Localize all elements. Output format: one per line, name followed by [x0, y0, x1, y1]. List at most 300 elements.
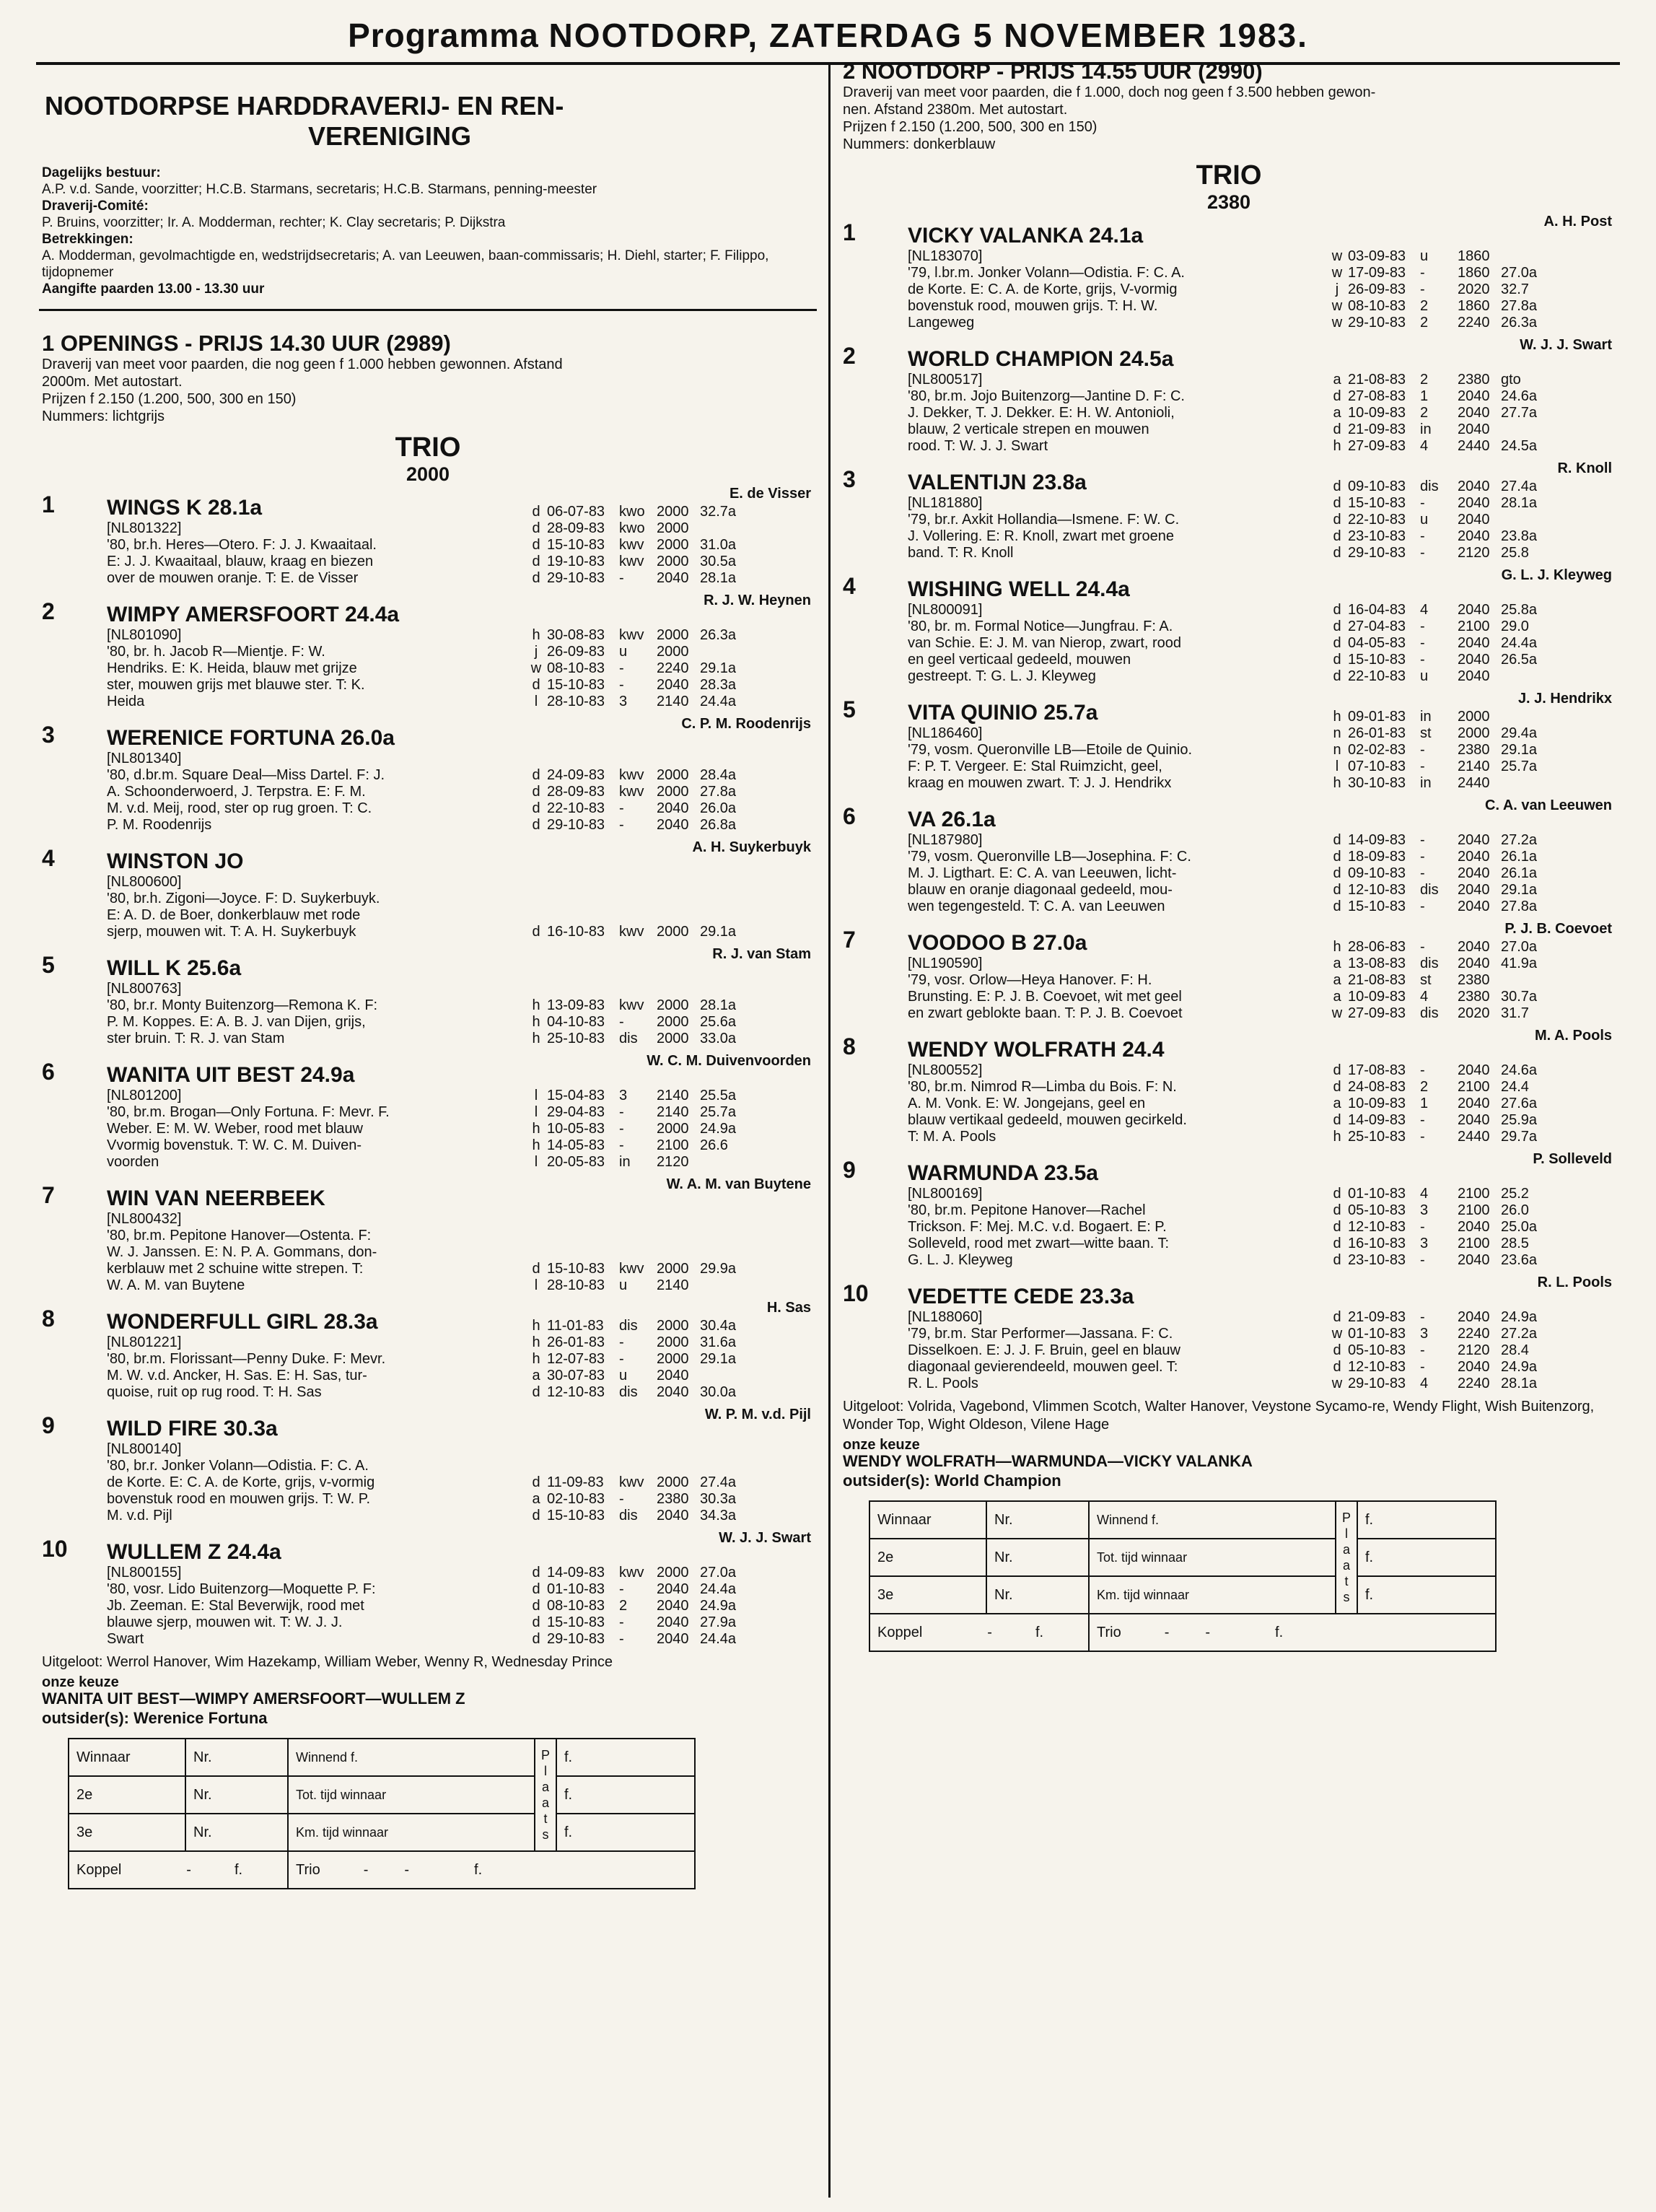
placing: -: [1420, 742, 1425, 758]
horse-info: [908, 1275, 1326, 1392]
km-time: 28.4a: [700, 767, 737, 783]
race-date: 12-10-83: [1348, 1219, 1406, 1235]
km-time: 26.3a: [700, 627, 737, 643]
placing: dis: [619, 1318, 638, 1334]
race-date: 14-05-83: [547, 1137, 605, 1153]
track-code: h: [532, 997, 540, 1013]
horse-number: 5: [843, 696, 856, 722]
race-date: 29-10-83: [547, 1631, 605, 1647]
race-title: 1 OPENINGS - PRIJS 14.30 UUR (2989): [42, 331, 451, 356]
race-date: 15-10-83: [547, 1614, 605, 1630]
past-results: [525, 1088, 814, 1171]
horse-entry: [42, 486, 814, 587]
race-date: 24-09-83: [547, 767, 605, 783]
result-row: [1326, 265, 1615, 281]
km-time: 27.8a: [700, 784, 737, 800]
koppel-label: Koppel: [76, 1861, 122, 1878]
race-date: 25-10-83: [547, 1031, 605, 1046]
position-cell: 2e: [69, 1776, 185, 1814]
placing: -: [619, 1351, 624, 1367]
placing: u: [619, 644, 628, 660]
horse-entry: [843, 797, 1615, 915]
km-time: 29.1a: [700, 924, 737, 940]
past-results: [525, 627, 814, 710]
km-time: 25.8: [1501, 545, 1529, 561]
result-row: [525, 504, 814, 520]
horse-number: 3: [843, 466, 856, 492]
km-time: 24.9a: [700, 1598, 737, 1614]
km-time: [1501, 775, 1551, 792]
horse-detail-line: [NL190590]: [908, 956, 983, 971]
race-date: 30-07-83: [547, 1368, 605, 1383]
race-date: 12-10-83: [547, 1384, 605, 1400]
result-row: [1326, 759, 1615, 775]
result-row: [525, 997, 814, 1014]
nr-cell: Nr.: [986, 1539, 1089, 1576]
trio-heading: TRIO: [1196, 160, 1262, 191]
distance: 2040: [1458, 832, 1490, 848]
horse-number: 9: [42, 1412, 55, 1438]
track-code: d: [1333, 1112, 1341, 1128]
track-code: h: [532, 1351, 540, 1367]
result-row: [1326, 1252, 1615, 1269]
placing: u: [619, 1277, 628, 1293]
placing: kwv: [619, 1565, 644, 1581]
placing: kwv: [619, 924, 644, 940]
race-date: 15-10-83: [1348, 495, 1406, 511]
race-date: 17-09-83: [1348, 265, 1406, 281]
track-code: d: [1333, 1062, 1341, 1078]
horse-detail-line: Swart: [107, 1631, 144, 1647]
km-time: 25.6a: [700, 1014, 737, 1030]
km-time: 26.3a: [1501, 315, 1538, 331]
result-row: [1326, 1309, 1615, 1326]
result-row: [525, 627, 814, 644]
track-code: l: [534, 1104, 538, 1120]
km-time: 30.7a: [1501, 989, 1538, 1005]
km-time: 24.9a: [1501, 1359, 1538, 1375]
placing: -: [1420, 635, 1425, 651]
distance: 2000: [657, 1121, 689, 1137]
km-time: 29.9a: [700, 1261, 737, 1277]
placing: 4: [1420, 1376, 1429, 1391]
result-row: [525, 660, 814, 677]
horse-detail-line: en zwart geblokte baan. T: P. J. B. Coevoet: [908, 1005, 1183, 1021]
placing: kwv: [619, 1474, 644, 1490]
placing: -: [1420, 1342, 1425, 1358]
result-row: [1326, 405, 1615, 421]
result-row: [1326, 865, 1615, 882]
horse-detail-line: Solleveld, rood met zwart—witte baan. T:: [908, 1236, 1170, 1251]
past-results: [525, 924, 814, 940]
race-date: 15-10-83: [1348, 652, 1406, 668]
horse-trainer: W. J. J. Swart: [1520, 337, 1612, 353]
onze-keuze-label: onze keuze: [42, 1674, 119, 1690]
distance: 2040: [1458, 528, 1490, 544]
km-time: 26.5a: [1501, 652, 1538, 668]
placing: dis: [1420, 1005, 1439, 1021]
track-code: d: [1333, 1186, 1341, 1202]
horse-info: [107, 486, 525, 587]
distance: 2040: [657, 1508, 689, 1524]
race-date: 10-09-83: [1348, 405, 1406, 421]
horse-info: [908, 691, 1326, 792]
track-code: h: [532, 627, 540, 643]
track-code: j: [1335, 281, 1339, 297]
race-date: 27-09-83: [1348, 438, 1406, 454]
horse-info: [908, 1028, 1326, 1145]
result-row: [525, 1121, 814, 1137]
track-code: d: [1333, 545, 1341, 561]
race-desc-line: Prijzen f 2.150 (1.200, 500, 300 en 150): [42, 391, 297, 407]
distance: 2040: [1458, 1359, 1490, 1375]
result-row: [525, 767, 814, 784]
distance: 2040: [657, 1368, 689, 1383]
distance: 2040: [657, 1598, 689, 1614]
km-time: 25.2: [1501, 1186, 1529, 1202]
association-name-line1: NOOTDORPSE HARDDRAVERIJ- EN REN-: [45, 91, 564, 121]
placing: kwv: [619, 537, 644, 553]
distance: 2380: [1458, 372, 1490, 388]
distance: 2040: [657, 677, 689, 693]
placing: -: [1420, 759, 1425, 774]
placing: -: [1420, 528, 1425, 544]
horse-detail-line: M. v.d. Meij, rood, ster op rug groen. T: C.: [107, 800, 372, 816]
track-code: d: [532, 1581, 540, 1597]
race-date: 08-10-83: [547, 1598, 605, 1614]
race-date: 14-09-83: [547, 1565, 605, 1581]
result-row: [525, 644, 814, 660]
comite-text: P. Bruins, voorzitter; Ir. A. Modderman, rechter; K. Clay secretaris; P. Dijkstra: [42, 215, 506, 230]
horse-detail-line: [NL800763]: [107, 981, 182, 997]
track-code: h: [532, 1137, 540, 1153]
track-code: d: [1333, 1252, 1341, 1268]
race-title: 2 NOOTDORP - PRIJS 14.55 UUR (2990): [843, 58, 1263, 84]
past-results: [1326, 939, 1615, 1022]
result-row: [1326, 849, 1615, 865]
outsider: outsider(s): Werenice Fortuna: [42, 1709, 268, 1727]
bestuur-text: A.P. v.d. Sande, voorzitter; H.C.B. Starmans, secretaris; H.C.B. Starmans, penning-meester: [42, 182, 597, 197]
result-row: [1326, 315, 1615, 331]
horse-detail-line: Heida: [107, 694, 145, 709]
race-date: 03-09-83: [1348, 248, 1406, 264]
amount-cell: f.: [1357, 1576, 1496, 1614]
page-title: [0, 0, 1656, 62]
nr-cell: Nr.: [185, 1776, 288, 1814]
horse-trainer: C. A. van Leeuwen: [1485, 797, 1612, 813]
race-1: [42, 331, 814, 1889]
km-time: 27.8a: [1501, 298, 1538, 314]
race-desc-line: Draverij van meet voor paarden, die nog geen f 1.000 hebben gewonnen. Afstand: [42, 357, 563, 372]
distance: 2040: [1458, 1096, 1490, 1111]
race-date: 29-10-83: [1348, 315, 1406, 331]
horse-detail-line: [NL800140]: [107, 1441, 182, 1457]
distance: 2040: [1458, 1252, 1490, 1268]
km-time: 30.0a: [700, 1384, 737, 1400]
track-code: w: [530, 660, 542, 676]
distance: 2240: [657, 660, 689, 676]
distance: 2040: [1458, 849, 1490, 865]
horse-detail-line: [NL183070]: [908, 248, 983, 264]
race-date: 07-10-83: [1348, 759, 1406, 774]
race-date: 19-10-83: [547, 554, 605, 569]
km-time: 28.3a: [700, 677, 737, 693]
track-code: n: [1333, 742, 1341, 758]
position-cell: Winnaar: [69, 1739, 185, 1776]
distance: 2000: [657, 767, 689, 783]
position-cell: 3e: [869, 1576, 986, 1614]
track-code: l: [534, 1088, 538, 1103]
horse-detail-line: [NL181880]: [908, 495, 983, 511]
onze-keuze: WANITA UIT BEST—WIMPY AMERSFOORT—WULLEM Z: [42, 1689, 465, 1708]
km-time: 24.6a: [1501, 1062, 1538, 1078]
race-date: 10-09-83: [1348, 1096, 1406, 1111]
horse-detail-line: '80, br. m. Formal Notice—Jungfrau. F: A.: [908, 618, 1173, 634]
distance: 2000: [657, 627, 689, 643]
km-time: 26.0a: [700, 800, 737, 816]
distance: 2040: [657, 1631, 689, 1647]
track-code: d: [532, 1614, 540, 1630]
horse-entry: [42, 1530, 814, 1648]
horse-entry: [42, 593, 814, 710]
track-code: d: [1333, 495, 1341, 511]
placing: -: [1420, 1112, 1425, 1128]
race-date: 04-10-83: [547, 1014, 605, 1030]
km-time: 30.4a: [700, 1318, 737, 1334]
horse-detail-line: [NL800552]: [908, 1062, 983, 1078]
track-code: w: [1331, 1326, 1343, 1342]
km-time: [1501, 709, 1551, 725]
track-code: d: [1333, 1359, 1341, 1375]
horse-detail-line: '79, vosm. Queronville LB—Etoile de Quinio.: [908, 742, 1193, 758]
amount-cell: f.: [556, 1776, 695, 1814]
placing: -: [1420, 899, 1425, 914]
horse-trainer: R. Knoll: [1557, 460, 1612, 476]
horse-info: [908, 567, 1326, 685]
km-time: 25.5a: [700, 1088, 737, 1103]
race-date: 25-10-83: [1348, 1129, 1406, 1145]
km-time: 28.1a: [700, 997, 737, 1013]
distance: 2100: [657, 1137, 689, 1153]
race-date: 26-01-83: [1348, 725, 1406, 741]
distance: 2380: [657, 1491, 689, 1507]
distance: 2000: [657, 997, 689, 1013]
track-code: a: [1333, 372, 1341, 388]
result-row: [525, 1631, 814, 1648]
result-table-row: [869, 1576, 1496, 1614]
distance: 2040: [1458, 882, 1490, 898]
result-row: [1326, 989, 1615, 1005]
placing: -: [619, 817, 624, 833]
track-code: h: [1333, 939, 1341, 955]
horse-detail-line: ster bruin. T: R. J. van Stam: [107, 1031, 285, 1046]
result-row: [1326, 1186, 1615, 1202]
race-date: 15-10-83: [547, 1508, 605, 1524]
distance: 2440: [1458, 1129, 1490, 1145]
result-row: [1326, 1079, 1615, 1096]
distance: 2120: [1458, 1342, 1490, 1358]
horse-detail-line: '80, br.r. Monty Buitenzorg—Remona K. F:: [107, 997, 378, 1013]
distance: 2140: [657, 1277, 689, 1293]
title-main: NOOTDORP, ZATERDAG 5 NOVEMBER 1983.: [548, 17, 1308, 54]
horse-info: [107, 716, 525, 834]
placing: -: [1420, 1219, 1425, 1235]
position-cell: 2e: [869, 1539, 986, 1576]
result-table-row: [69, 1739, 695, 1776]
horse-name: VOODOO B 27.0a: [908, 931, 1087, 955]
koppel-cell: [69, 1851, 288, 1889]
horse-detail-line: Trickson. F: Mej. M.C. v.d. Bogaert. E: P.: [908, 1219, 1167, 1235]
horse-entry: [42, 946, 814, 1047]
placing: 3: [1420, 1326, 1429, 1342]
km-time: 24.4a: [700, 694, 737, 709]
result-row: [1326, 652, 1615, 668]
km-time: 27.7a: [1501, 405, 1538, 421]
horse-detail-line: gestreept. T: G. L. J. Kleyweg: [908, 668, 1096, 684]
result-row: [525, 924, 814, 940]
placing: in: [1420, 421, 1432, 437]
result-row: [525, 1088, 814, 1104]
race-desc-line: Prijzen f 2.150 (1.200, 500, 300 en 150): [843, 119, 1098, 135]
race-distance: 2000: [406, 463, 450, 485]
trio-label: Trio: [296, 1861, 320, 1878]
result-table-row: [869, 1501, 1496, 1539]
result-row: [1326, 248, 1615, 265]
horse-detail-line: Weber. E: M. W. Weber, rood met blauw: [107, 1121, 363, 1137]
result-row: [525, 1474, 814, 1491]
horse-number: 10: [42, 1536, 68, 1562]
horse-detail-line: '80, br.m. Brogan—Only Fortuna. F: Mevr. F.: [107, 1104, 390, 1120]
distance: 2380: [1458, 742, 1490, 758]
race-date: 01-10-83: [547, 1581, 605, 1597]
horse-number: 1: [42, 491, 55, 517]
placing: u: [619, 1368, 628, 1383]
result-row: [525, 1014, 814, 1031]
track-code: d: [532, 1474, 540, 1490]
result-row: [1326, 495, 1615, 512]
placing: in: [619, 1154, 631, 1170]
distance: 2000: [657, 644, 689, 660]
result-row: [1326, 1236, 1615, 1252]
distance: 2020: [1458, 1005, 1490, 1021]
horse-detail-line: kerblauw met 2 schuine witte strepen. T:: [107, 1261, 364, 1277]
km-time: 26.8a: [700, 817, 737, 833]
result-row: [1326, 709, 1615, 725]
placing: 2: [1420, 372, 1429, 388]
horse-name: WIN VAN NEERBEEK: [107, 1186, 325, 1210]
race-date: 16-10-83: [547, 924, 605, 940]
race-date: 02-02-83: [1348, 742, 1406, 758]
dash: -: [1164, 1624, 1170, 1640]
result-row: [1326, 1202, 1615, 1219]
km-time: [1501, 248, 1551, 265]
right-column: [843, 58, 1615, 1652]
km-time: 26.0: [1501, 1202, 1529, 1218]
past-results: [525, 767, 814, 834]
distance: 2240: [1458, 315, 1490, 331]
track-code: d: [532, 504, 540, 520]
km-time: 27.0a: [700, 1565, 737, 1581]
horse-detail-line: rood. T: W. J. J. Swart: [908, 438, 1048, 454]
horse-detail-line: '80, br.m. Pepitone Hanover—Ostenta. F:: [107, 1228, 372, 1243]
race-date: 22-10-83: [1348, 668, 1406, 684]
horse-trainer: G. L. J. Kleyweg: [1501, 567, 1612, 583]
result-row: [1326, 899, 1615, 915]
result-row: [1326, 298, 1615, 315]
placing: 3: [1420, 1202, 1429, 1218]
result-table-row: [869, 1539, 1496, 1576]
track-code: a: [1333, 1096, 1341, 1111]
track-code: d: [532, 570, 540, 586]
horse-name: WANITA UIT BEST 24.9a: [107, 1063, 355, 1087]
placing: 4: [1420, 989, 1429, 1005]
track-code: d: [532, 784, 540, 800]
horse-detail-line: F: P. T. Vergeer. E: Stal Ruimzicht, geel,: [908, 759, 1162, 774]
race-date: 10-05-83: [547, 1121, 605, 1137]
km-time: [700, 644, 750, 660]
result-row: [525, 1614, 814, 1631]
placing: -: [1420, 1359, 1425, 1375]
track-code: d: [1333, 668, 1341, 684]
result-row: [525, 1277, 814, 1294]
placing: -: [619, 677, 624, 693]
race-date: 22-10-83: [1348, 512, 1406, 528]
horse-trainer: H. Sas: [766, 1300, 811, 1316]
result-table: [68, 1738, 696, 1889]
placing: -: [619, 570, 624, 586]
result-row: [1326, 421, 1615, 438]
distance: 2040: [1458, 602, 1490, 618]
distance: 2000: [657, 520, 689, 536]
horse-entry: [843, 337, 1615, 455]
track-code: h: [532, 1318, 540, 1334]
section-rule: [39, 309, 817, 311]
nr-cell: Nr.: [185, 1739, 288, 1776]
distance: 2000: [657, 1334, 689, 1350]
km-time: 25.8a: [1501, 602, 1538, 618]
race-date: 30-08-83: [547, 627, 605, 643]
bestuur-heading: Dagelijks bestuur:: [42, 165, 161, 180]
plaats-letter: a: [1342, 1558, 1350, 1573]
past-results: [525, 1261, 814, 1294]
placing: -: [619, 1014, 624, 1030]
horse-trainer: W. A. M. van Buytene: [666, 1176, 811, 1192]
nr-cell: Nr.: [185, 1814, 288, 1851]
race-date: 28-10-83: [547, 1277, 605, 1293]
horse-name: WERENICE FORTUNA 26.0a: [107, 726, 395, 750]
horse-info: [107, 946, 525, 1047]
horse-detail-line: en geel verticaal gedeeld, mouwen: [908, 652, 1131, 668]
distance: 2040: [1458, 635, 1490, 651]
horse-trainer: W. P. M. v.d. Pijl: [704, 1407, 811, 1422]
result-row: [1326, 635, 1615, 652]
comite-heading: Draverij-Comité:: [42, 198, 149, 214]
track-code: l: [534, 1154, 538, 1170]
horse-entry: [42, 839, 814, 940]
past-results: [1326, 1062, 1615, 1145]
horse-trainer: R. J. van Stam: [712, 946, 811, 962]
result-row: [1326, 882, 1615, 899]
track-code: d: [532, 537, 540, 553]
horse-detail-line: Langeweg: [908, 315, 975, 331]
onze-keuze-label: onze keuze: [843, 1437, 920, 1453]
placing: -: [1420, 618, 1425, 634]
horse-detail-line: '79, vosr. Orlow—Heya Hanover. F: H.: [908, 972, 1152, 988]
horse-info: [107, 1176, 525, 1294]
result-row: [525, 1581, 814, 1598]
horse-name: WISHING WELL 24.4a: [908, 577, 1130, 601]
distance: 2140: [1458, 759, 1490, 774]
